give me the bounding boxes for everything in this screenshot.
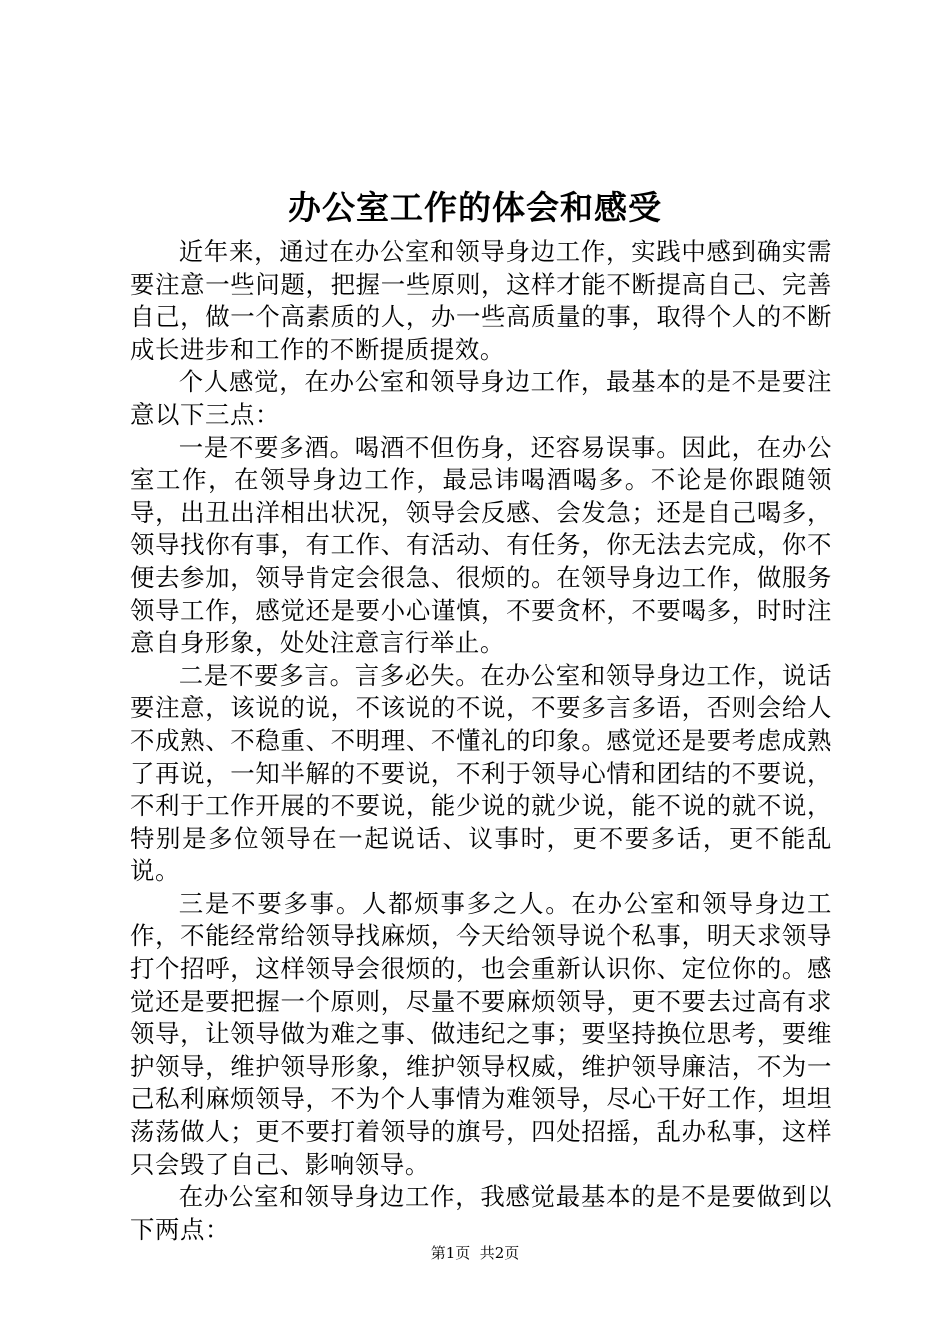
document-title: 办公室工作的体会和感受 [288,188,662,227]
document-body [130,236,832,1246]
page-number-label: 第1页 共2页 [430,1244,520,1262]
paragraph-intro: 近年来，通过在办公室和领导身边工作，实践中感到确实需要注意一些问题，把握一些原则，这样才能不断提高自己、完善自己，做一个高素质的人，办一些高质量的事，取得个人的不断成长进步和工作的不断提质提效。 [130,237,832,364]
paragraph-point-one: 一是不要多酒。喝酒不但伤身，还容易误事。因此，在办公室工作，在领导身边工作，最忌讳喝酒喝多。不论是你跟随领导，出丑出洋相出状况，领导会反感、会发急；还是自己喝多，领导找你有事，有工作、有活动、有任务，你无法去完成，你不便去参加，领导肯定会很急、很烦的。在领导身边工作，做服务领导工作，感觉还是要小心谨慎，不要贪杯，不要喝多，时时注意自身形象，处处注意言行举止。 [130,432,832,658]
paragraph-three-points-lead: 个人感觉，在办公室和领导身边工作，最基本的是不是要注意以下三点： [130,367,832,429]
paragraph-two-points-lead: 在办公室和领导身边工作，我感觉最基本的是不是要做到以下两点： [130,1182,832,1244]
page-footer [0,1242,950,1264]
paragraph-point-three: 三是不要多事。人都烦事多之人。在办公室和领导身边工作，不能经常给领导找麻烦，今天给领导说个私事，明天求领导打个招呼，这样领导会很烦的，也会重新认识你、定位你的。感觉还是要把握一个原则，尽量不要麻烦领导，更不要去过高有求领导，让领导做为难之事、做违纪之事；要坚持换位思考，要维护领导，维护领导形象，维护领导权威，维护领导廉洁，不为一己私利麻烦领导，不为个人事情为难领导，尽心干好工作，坦坦荡荡做人；更不要打着领导的旗号，四处招摇，乱办私事，这样只会毁了自己、影响领导。 [130,888,832,1179]
paragraph-point-two: 二是不要多言。言多必失。在办公室和领导身边工作，说话要注意，该说的说，不该说的不说，不要多言多语，否则会给人不成熟、不稳重、不明理、不懂礼的印象。感觉还是要考虑成熟了再说，一知半解的不要说，不利于领导心情和团结的不要说，不利于工作开展的不要说，能少说的就少说，能不说的就不说，特别是多位领导在一起说话、议事时，更不要多话，更不能乱说。 [130,660,832,886]
